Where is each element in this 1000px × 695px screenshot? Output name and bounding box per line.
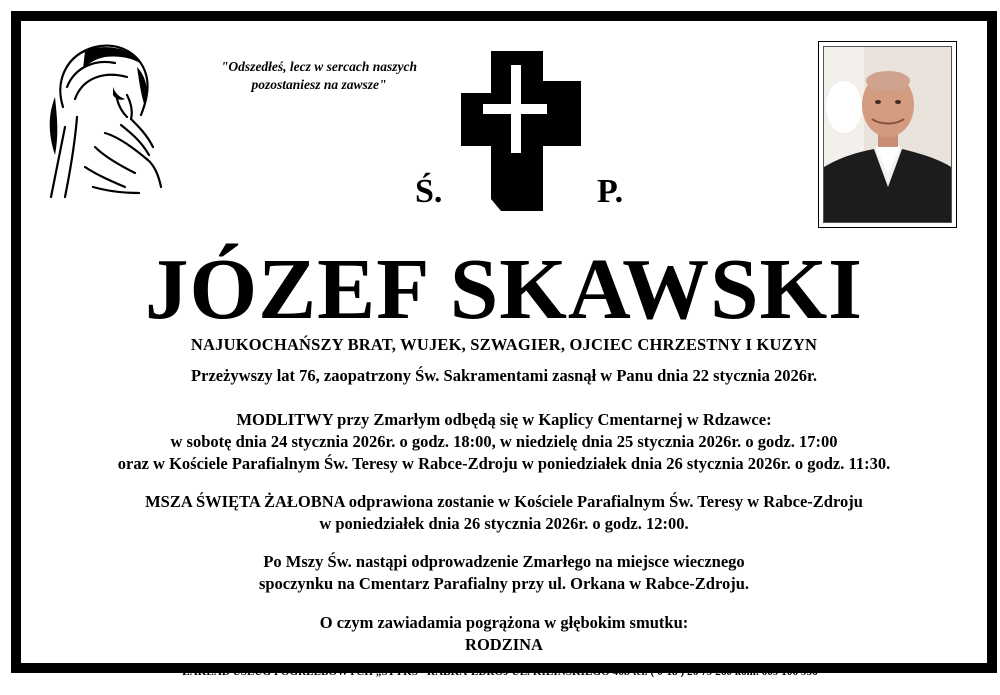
cross-icon bbox=[461, 51, 581, 211]
notify-section bbox=[21, 612, 987, 656]
sp-left-letter: Ś. bbox=[415, 173, 443, 210]
quote-line-1: "Odszedłeś, lecz w sercach naszych bbox=[220, 59, 418, 74]
family-signature: RODZINA bbox=[465, 635, 543, 654]
prayers-line-1: MODLITWY przy Zmarłym odbędą się w Kaplicy Cmentarnej w Rdzawce: bbox=[236, 410, 772, 429]
notify-line-1: O czym zawiadamia pogrążona w głębokim smutku: bbox=[319, 613, 689, 632]
deceased-name: JÓZEF SKAWSKI bbox=[144, 240, 864, 337]
obituary-frame bbox=[11, 11, 997, 673]
burial-line-2: spoczynku na Cmentarz Parafialny przy ul. Orkana w Rabce-Zdroju. bbox=[258, 574, 750, 593]
portrait-photo bbox=[823, 46, 952, 223]
prayers-section bbox=[21, 409, 987, 475]
praying-jesus-icon bbox=[35, 37, 170, 202]
burial-section bbox=[21, 551, 987, 595]
burial-line-1: Po Mszy Św. nastąpi odprowadzenie Zmarłego na miejsce wiecznego bbox=[263, 552, 745, 571]
relations-line: NAJUKOCHAŃSZY BRAT, WUJEK, SZWAGIER, OJCIEC CHRZESTNY I KUZYN bbox=[190, 335, 818, 354]
sp-right-letter: P. bbox=[597, 173, 624, 210]
quote-line-2: pozostaniesz na zawsze" bbox=[251, 77, 387, 92]
prayers-line-2: w sobotę dnia 24 stycznia 2026r. o godz. 18:00, w niedzielę dnia 25 stycznia 2026r. o godz. 17:00 bbox=[170, 432, 838, 451]
mass-line-1: MSZA ŚWIĘTA ŻAŁOBNA odprawiona zostanie w Kościele Parafialnym Św. Teresy w Rabce-Zdroju bbox=[145, 492, 863, 511]
portrait-frame bbox=[818, 41, 957, 228]
memorial-quote bbox=[189, 58, 449, 94]
mass-section bbox=[21, 491, 987, 535]
funeral-home-footer: ZAKŁAD USŁUG POGRZEBOWYCH „STYKS" RABKA-ZDRÓJ UL. KILIŃSKIEGO 46b tel. ( 0-18 ) 26 79 260 kom. 609 106 956 bbox=[182, 666, 818, 678]
prayers-line-3: oraz w Kościele Parafialnym Św. Teresy w Rabce-Zdroju w poniedziałek dnia 26 stycznia 2026r. o godz. 11:30. bbox=[117, 454, 891, 473]
mass-line-2: w poniedziałek dnia 26 stycznia 2026r. o godz. 12:00. bbox=[319, 514, 689, 533]
survived-line: Przeżywszy lat 76, zaopatrzony Św. Sakramentami zasnął w Panu dnia 22 stycznia 2026r. bbox=[191, 366, 817, 385]
